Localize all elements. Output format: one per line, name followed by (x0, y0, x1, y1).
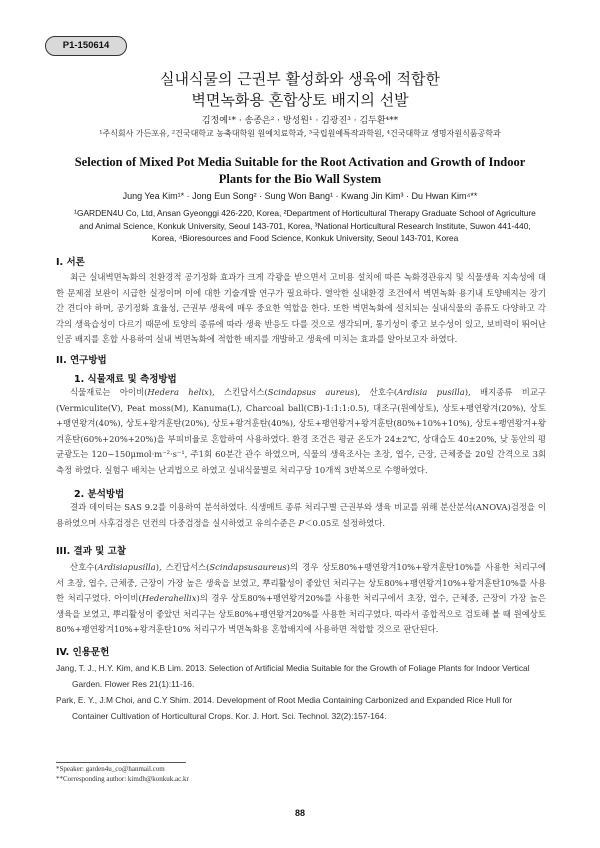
page-number: 88 (294, 808, 305, 818)
english-affiliations: ¹GARDEN4U Co, Ltd, Ansan Gyeonggi 426-220, Korea, ²Department of Horticultural Therapy Graduate School of Agriculture and Animal Science, Konkuk University, Seoul 143-701, Korea, ³National Horticultural Research Institute, Suwon 441-440, Korea, ⁴Bioresources and Food Science, Konkuk University, Seoul 143-701, Korea (74, 208, 536, 243)
subsection-heading-materials: 1. 식물재료 및 측정방법 (74, 374, 177, 385)
english-title: Selection of Mixed Pot Media Suitable for the Root Activation and Growth of Indoor Plants for the Bio Wall System (74, 155, 526, 186)
korean-authors: 김정예¹* · 송종은² · 방성원¹ · 김광진³ · 김두환⁴** (201, 116, 399, 126)
section-heading-intro: I. 서론 (56, 257, 85, 268)
speaker-footnote: *Speaker: garden4u_co@hanmail.com (56, 765, 165, 773)
section-heading-methods: II. 연구방법 (56, 355, 107, 366)
intro-paragraph: 최근 실내벽면녹화의 친환경적 공기정화 효과가 크게 각광을 받으면서 고비용 설치에 따른 녹화경관유지 및 식물생육 지속성에 대한 문제점 보완이 시급한 실정이며 이에 대한 기술개발 연구가 필요하다. 열악한 실내환경 조건에서 벽면녹화 용기내 토양배지는 장기간 견디야 하며, 공기정화 효율성, 근권부 생육에 매우 중요한 역할을 한다. 또한 벽면녹화에 설치되는 실내식물의 종류도 다양하고 각각의 생육습성이 다르기 때문에 토양의 종류에 따라 생육 반응도 다를 것으로 생각되며, 통기성이 좋고 보수성이 있고, 보비력이 뛰어난 인공 배지를 혼합 사용하여 실내 벽면녹화에 적합한 배지를 개발하고 생육에 미치는 효과를 알아보고자 하였다. (56, 272, 546, 344)
corresponding-author-footnote: **Corresponding author: kimdh@konkuk.ac.kr (56, 775, 189, 783)
footnote-divider (56, 762, 186, 763)
section-heading-references: IV. 인용문헌 (56, 647, 110, 658)
english-authors: Jung Yea Kim¹* · Jong Eun Song² · Sung Won Bang¹ · Kwang Jin Kim³ · Du Hwan Kim⁴** (122, 191, 478, 201)
analysis-paragraph: 결과 데이터는 SAS 9.2를 이용하여 분석하였다. 식생매트 종류 처리구별 근권부와 생육 비교를 위해 분산분석(ANOVA)검정을 이용하였으며 사후검정은 던컨의 다중검정을 실시하였고 유의수준은 P＜0.05로 설정하였다. (56, 502, 546, 528)
materials-paragraph: 식물재료는 아이비(Hedera helix), 스킨답서스(Scindapsus aureus), 산호수(Ardisia pusilla), 배지종류 비교구(Vermiculite(V), Peat moss(M), Kanuma(L), Charcoal ball(CB)-1:1:1:0.5), 대조구(원예상토), 상토+팽연왕겨(20%), 상토+팽연왕겨(40%), 상토+왕겨훈탄(20%), 상토+왕겨훈탄(40%), 상토+팽연왕겨+왕겨훈탄(80%+10%+10%), 상토+팽연왕겨+왕겨훈탄(60%+20%+20%)을 부피비율로 혼합하여 사용하였다. 환경 조건은 평균 온도가 24±2℃, 상대습도 40±20%, 낮 동안의 평균광도는 120~150μmol·m⁻²·s⁻¹, 주1회 60분간 관수 하였으며, 식물의 생육조사는 초장, 엽수, 근장, 근체중을 20일 간격으로 3회 측정 하였다. 실험구 배치는 난괴법으로 하였고 실내식물별로 처리구당 10개씩 3반복으로 수행하였다. (56, 387, 547, 475)
korean-title-line-2: 벽면녹화용 혼합상토 배지의 선발 (191, 91, 409, 109)
poster-id-badge: P1-150614 (45, 36, 127, 56)
reference-item: Park, E. Y., J.M Choi, and C.Y Shim. 2014. Development of Root Media Containing Carbonized and Expanded Rice Hull for Container Cultivation of Horticultural Crops. Kor. J. Hort. Sci. Technol. 32(2):157-164. (56, 695, 513, 721)
results-paragraph: 산호수(Ardisiapusilla), 스킨답서스(Scindapsusaureus)의 경우 상토80%+팽연왕겨10%+왕겨훈탄10%를 사용한 처리구에서 초장, 엽수, 근체중, 근장이 가장 높은 생육을 보였고, 뿌리활성이 좋았던 처리구는 상토80%+팽연왕겨10%+왕겨훈탄10%를 사용한 처리구였다. 아이비(Hederahellix)의 경우 상토80%+팽연왕겨20%를 사용한 처리구에서 초장, 엽수, 근체중, 근장이 가장 높은 생육을 보였고, 뿌리활성이 좋았던 처리구는 상토80%+팽연왕겨20%를 사용한 처리구였다. 따라서 종합적으로 검토해 볼 때 원예상토80%+팽연왕겨10%+왕겨훈탄10% 처리구가 벽면녹화용 혼합배지에 사용하면 적합할 것으로 판단된다. (56, 562, 546, 634)
korean-affiliations: ¹주식회사 가든포유, ²건국대학교 농축대학원 원예치료학과, ³국립원예특작과학원, ⁴건국대학교 생명자원식품공학과 (99, 129, 501, 138)
reference-item: Jang, T. J., H.Y. Kim, and K.B Lim. 2013. Selection of Artificial Media Suitable for the Growth of Foliage Plants for Indoor Vertical Garden. Flower Res 21(1):11-16. (56, 663, 530, 689)
section-heading-results: III. 결과 및 고찰 (56, 546, 127, 557)
korean-title-line-1: 실내식물의 근권부 활성화와 생육에 적합한 (160, 70, 440, 88)
subsection-heading-analysis: 2. 분석방법 (74, 489, 125, 500)
